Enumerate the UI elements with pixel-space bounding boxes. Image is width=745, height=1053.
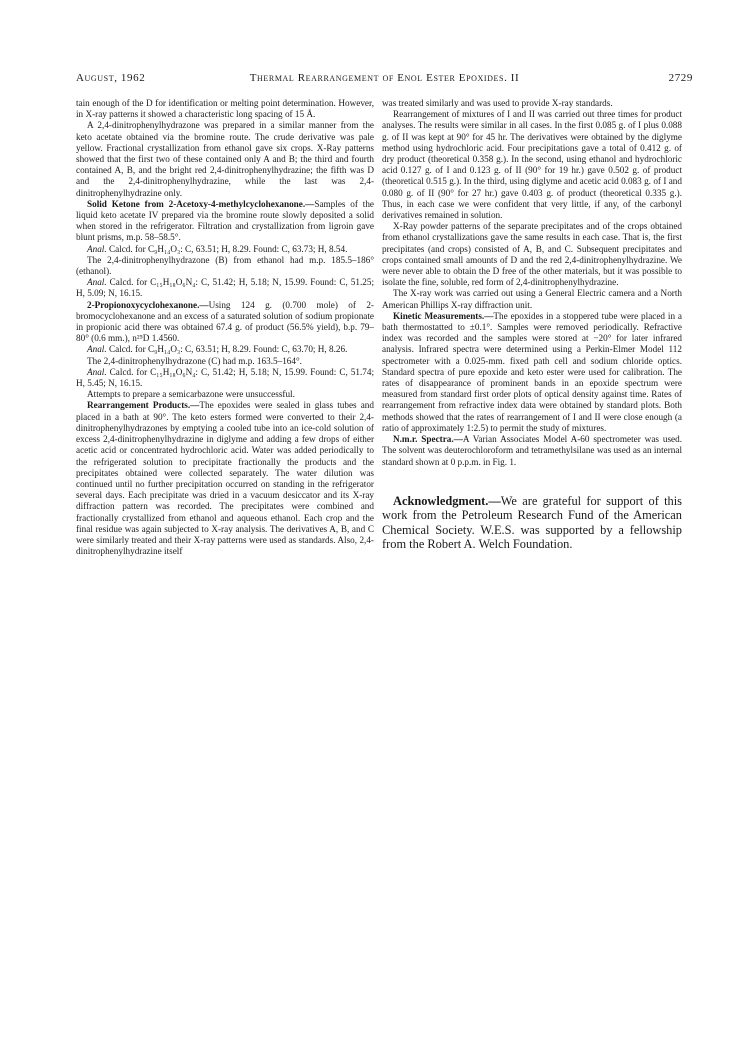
right-column xyxy=(382,98,682,552)
paragraph xyxy=(382,109,682,221)
paragraph xyxy=(382,98,682,109)
paragraph xyxy=(76,277,374,299)
paragraph xyxy=(76,120,374,198)
run-in-heading: Solid Ketone from 2-Acetoxy-4-methylcyclohexanone.— xyxy=(87,198,315,209)
paragraph xyxy=(382,221,682,288)
paragraph xyxy=(76,300,374,345)
paragraph-text: Using 124 g. (0.700 mole) of 2-bromocyclohexanone and an excess of a saturated solution of sodium propionate in propionic acid there was obtained 67.4 g. of product (56.5% yield), b.p. 79–80° (0.6 mm.), n²⁵D 1.4560. xyxy=(76,299,374,344)
header-title: Thermal Rearrangement of Enol Ester Epoxides. II xyxy=(249,72,520,84)
paragraph-text: A Varian Associates Model A-60 spectrometer was used. The solvent was deuterochloroform and tetramethylsilane was used as an internal standard shown at 0 p.p.m. in Fig. 1. xyxy=(382,434,682,467)
paragraph-text: The X-ray work was carried out using a General Electric camera and a North American Phillips X-ray diffraction unit. xyxy=(382,288,682,310)
acknowledgment xyxy=(382,494,682,552)
running-header xyxy=(76,72,693,90)
paragraph xyxy=(76,244,374,255)
paragraph-text: The 2,4-dinitrophenylhydrazone (C) had m.p. 163.5–164°. xyxy=(87,355,302,366)
run-in-heading: Rearrangement Products.— xyxy=(87,400,200,411)
paragraph-text: Calcd. for C₉H₁₄O₃: C, 63.51; H, 8.29. Found: C, 63.73; H, 8.54. xyxy=(106,243,348,254)
paragraph-text: Rearrangement of mixtures of I and II was carried out three times for product analyses. The results were similar in all cases. In the first 0.085 g. of I plus 0.088 g. of II was kept at 90° for 45 hr. The derivatives were obtained by the diglyme method using hydrochloric acid. Four precipitations gave a total of 0.412 g. of dry product (theoretical 0.358 g.). In the second, using ethanol and hydrochloric acid 0.127 g. of I and 0.123 g. of II (90° for 19 hr.) gave 0.502 g. of product (theoretical 0.515 g.). In the third, using diglyme and acetic acid 0.083 g. of I and 0.080 g. of II (90° for 27 hr.) gave 0.403 g. of product (theoretical 0.335 g.). Thus, in each case we were confident that very little, if any, of the carbonyl derivatives remained in solution. xyxy=(382,109,682,221)
paragraph-text: Samples of the liquid keto acetate IV prepared via the bromine route slowly deposited a solid when stored in the refrigerator. Filtration and crystallization from ligroin gave blunt prisms, m.p. 58–58.5°. xyxy=(76,198,374,243)
paragraph xyxy=(382,311,682,434)
paragraph-text: Calcd. for C₉H₁₄O₃: C, 63.51; H, 8.29. Found: C, 63.70; H, 8.26. xyxy=(106,344,348,355)
paragraph xyxy=(382,288,682,310)
paragraph-text: A 2,4-dinitrophenylhydrazone was prepared in a similar manner from the keto acetate obtained via the bromine route. The crude derivative was pale yellow. Fractional crystallization from ethanol gave six crops. X-Ray patterns showed that the first two of these contained only A and B; the third and fourth contained A, B, and the bright red 2,4-dinitrophenylhydrazine; the fifth was D and the 2,4-dinitrophenylhydrazine, while the last was 2,4-dinitrophenylhydrazine only. xyxy=(76,120,374,198)
header-page-number: 2729 xyxy=(668,72,693,84)
paragraph xyxy=(76,367,374,389)
paragraph-text: Calcd. for C₁₅H₁₈O₆N₄: C, 51.42; H, 5.18; N, 15.99. Found: C, 51.74; H, 5.45; N, 16.15. xyxy=(76,366,374,389)
paragraph xyxy=(382,434,682,468)
paragraph-text: Attempts to prepare a semicarbazone were unsuccessful. xyxy=(87,389,295,400)
paragraph xyxy=(76,344,374,355)
analysis-label: Anal. xyxy=(87,344,107,355)
paragraph-text: The epoxides in a stoppered tube were placed in a bath thermostatted to ±0.1°. Samples were removed periodically. Refractive index was recorded and the samples were stored at −20° for later infrared analysis. Infrared spectra were determined using a Perkin-Elmer Model 112 spectrometer with a 0.025-mm. fixed path cell and sodium chloride optics. Standard spectra of pure epoxide and keto ester were used for calibration. The rates of disappearance of prominent bands in an epoxide spectrum were measured from standard first order plots of optical density against time. Rates of rearrangement from refractive index data were obtained by standard plots. Both methods showed that the rates of rearrangement of I and II were close enough (a ratio of approximately 1:2.5) to permit the study of mixtures. xyxy=(382,310,682,433)
paragraph xyxy=(76,98,374,120)
paragraph-text: tain enough of the D for identification or melting point determination. However, in X-ray patterns it showed a characteristic long spacing of 15 Å. xyxy=(76,98,374,120)
acknowledgment-heading: Acknowledgment.— xyxy=(393,493,501,508)
paragraph xyxy=(76,255,374,277)
paragraph xyxy=(76,356,374,367)
run-in-heading: Kinetic Measurements.— xyxy=(393,310,494,321)
analysis-label: Anal. xyxy=(87,243,107,254)
acknowledgment-text: We are grateful for support of this work from the Petroleum Research Fund of the American Chemical Society. W.E.S. was supported by a fellowship from the Robert A. Welch Foundation. xyxy=(382,493,682,552)
paragraph xyxy=(76,400,374,557)
paragraph-text: The epoxides were sealed in glass tubes and placed in a bath at 90°. The keto esters formed were converted to their 2,4-dinitrophenylhydrazones by emptying a cooled tube into an ice-cold solution of excess 2,4-dinitrophenylhydrazine in diglyme and adding a few drops of either acetic acid or concentrated hydrochloric acid. Water was added periodically to the refrigerated solution to precipitate fractionally the products and the precipitates obtained were collected separately. The water dilution was continued until no further precipitation occurred on standing in the refrigerator several days. Each precipitate was dried in a vacuum desiccator and its X-ray diffraction pattern was recorded. The precipitates were combined and fractionally crystallized from ethanol and aqueous ethanol. Each crop and the final residue was again subjected to X-ray analysis. The derivatives A, B, and C were similarly treated and their X-ray patterns were used as standards. Also, 2,4-dinitrophenylhydrazine itself xyxy=(76,400,374,557)
paragraph-text: was treated similarly and was used to provide X-ray standards. xyxy=(382,98,613,108)
run-in-heading: 2-Propionoxycyclohexanone.— xyxy=(87,299,209,310)
run-in-heading: N.m.r. Spectra.— xyxy=(393,434,463,445)
paragraph xyxy=(76,199,374,244)
paragraph-text: X-Ray powder patterns of the separate precipitates and of the crops obtained from ethanol crystallizations gave the same results in each case. That is, the first precipitates (and crops) consisted of A, B, and C. Subsequent precipitates and crops contained small amounts of D and the red 2,4-dinitrophenylhydrazine. We were never able to obtain the D free of the other materials, but it was possible to isolate the fine, soluble, red form of 2,4-dinitrophenylhydrazine. xyxy=(382,221,682,288)
paragraph-text: Calcd. for C₁₅H₁₈O₆N₄: C, 51.42; H, 5.18; N, 15.99. Found: C, 51.25; H, 5.09; N, 16.15. xyxy=(76,277,374,299)
analysis-label: Anal. xyxy=(87,366,107,377)
left-column xyxy=(76,98,374,557)
paragraph xyxy=(76,389,374,400)
paragraph-text: The 2,4-dinitrophenylhydrazone (B) from ethanol had m.p. 185.5–186° (ethanol). xyxy=(76,254,374,277)
header-date: August, 1962 xyxy=(76,72,146,84)
analysis-label: Anal. xyxy=(87,277,107,288)
